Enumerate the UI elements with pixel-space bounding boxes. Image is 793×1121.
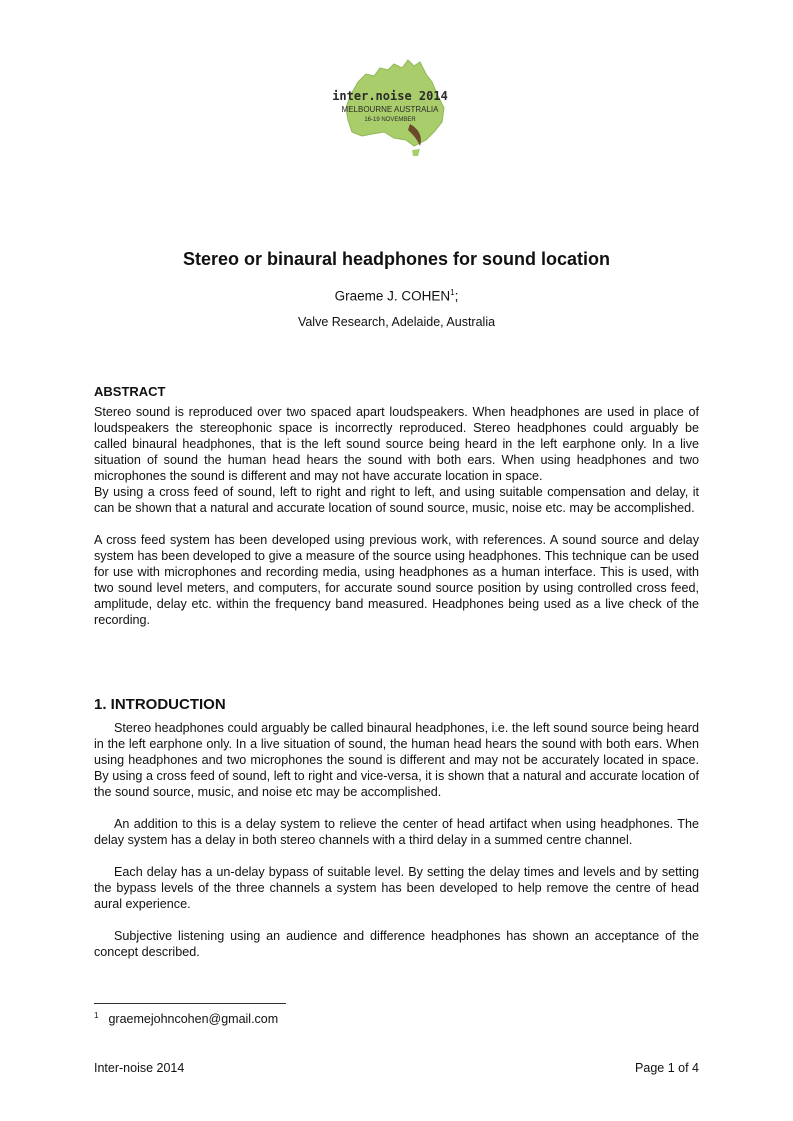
logo-line3: 16-19 NOVEMBER	[364, 117, 416, 123]
footnote-mark: 1	[94, 1011, 99, 1020]
intro-paragraph: Subjective listening using an audience and difference headphones has shown an acceptance of the concept described.	[94, 929, 699, 959]
author-footnote-mark: 1	[450, 288, 455, 297]
footer-conference: Inter-noise 2014	[94, 1061, 185, 1075]
paper-title: Stereo or binaural headphones for sound location	[182, 249, 611, 269]
introduction-body	[94, 720, 699, 960]
intro-paragraph: An addition to this is a delay system to relieve the center of head artifact when using headphones. The delay system has a delay in both stereo channels with a third delay in a summed centre channel.	[94, 817, 699, 847]
abstract-heading: ABSTRACT	[94, 384, 166, 399]
author-line	[0, 288, 793, 304]
intro-paragraph: Each delay has a un-delay bypass of suitable level. By setting the delay times and levels and by setting the bypass levels of the three channels a system has been developed to help remove the centre of head aural experience.	[94, 865, 699, 911]
footer-page-number: Page 1 of 4	[635, 1061, 699, 1075]
footnote-rule	[94, 1003, 286, 1004]
tasmania-shape	[412, 149, 420, 156]
conference-logo	[328, 52, 452, 162]
abstract-paragraph: A cross feed system has been developed using previous work, with references. A sound source and delay system has been developed to give a measure of the source using headphones. This technique can be used for use with microphones and recording media, using headphones as a human interface. This is used, with two sound level meters, and computers, for accurate sound source position by using controlled cross feed, amplitude, delay etc. within the frequency band measured. Headphones being used as a live check of the recording.	[94, 533, 699, 627]
affiliation: Valve Research, Adelaide, Australia	[297, 315, 496, 329]
abstract-paragraph: By using a cross feed of sound, left to right and right to left, and using suitable compensation and delay, it can be shown that a natural and accurate location of sound source, music, noise etc. may be accomplished.	[94, 485, 699, 515]
australia-map-shape	[346, 60, 444, 146]
author-name: Graeme J. COHEN	[334, 288, 451, 304]
logo-line2: MELBOURNE AUSTRALIA	[341, 105, 439, 114]
author-suffix: ;	[454, 288, 459, 304]
abstract-paragraph: Stereo sound is reproduced over two spaced apart loudspeakers. When headphones are used in place of loudspeakers the stereophonic space is incorrectly reproduced. Stereo headphones could arguably be called binaural headphones, that is the left sound source being heard in the left earphone only. In a live situation of sound the human head hears the sound with both ears. When using headphones and two microphones the sound is different and may not have accurate location in space.	[94, 405, 699, 483]
logo-line1: inter.noise 2014	[332, 89, 448, 103]
abstract-body	[94, 404, 699, 628]
footnote	[94, 1011, 278, 1026]
footnote-email: graemejohncohen@gmail.com	[108, 1012, 279, 1027]
intro-paragraph: Stereo headphones could arguably be called binaural headphones, i.e. the left sound source being heard in the left earphone only. In a live situation of sound, the human head hears the sound with both ears. When using headphones and two microphones the sound is different and may not be accurately located in space. By using a cross feed of sound, left to right and vice-versa, it is shown that a natural and accurate location of the sound source, music, and noise etc may be accomplished.	[94, 721, 699, 799]
section-heading-introduction: 1. INTRODUCTION	[94, 696, 226, 713]
